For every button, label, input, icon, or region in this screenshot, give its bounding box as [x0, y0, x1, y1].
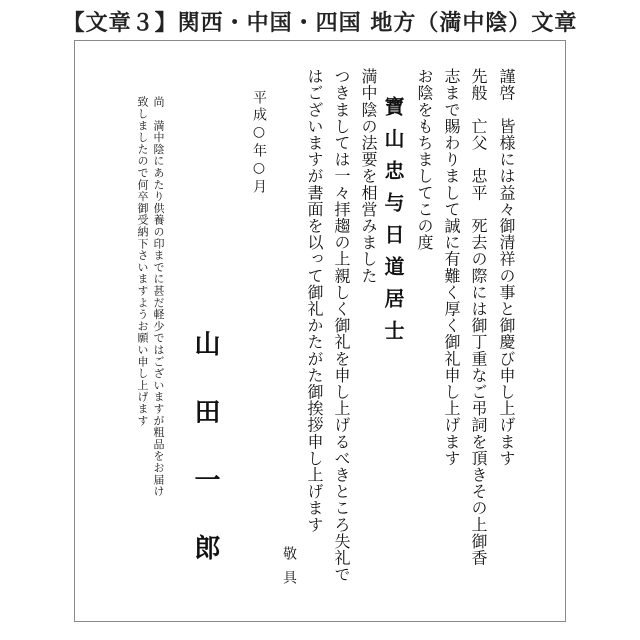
- date: 平成○年○月: [251, 90, 267, 196]
- letter-line-6: つきましては一々拝趨の上親しく御礼を申し上げるべきところ失礼で: [332, 68, 351, 583]
- letter-line-5: 満中陰の法要を相営みました: [359, 68, 378, 284]
- kaimyo: 寶山忠与日道居士: [381, 96, 405, 352]
- letter-line-2: 先般 亡父 忠平 死去の際には御丁重なご弔詞を頂きその上御香: [469, 68, 488, 566]
- letter-line-3: 志まで賜わりまして誠に有難く厚く御礼申し上げます: [442, 68, 461, 467]
- letter-line-4: お陰をもちましてこの度: [415, 68, 434, 251]
- letter-line-7: はございますが書面を以って御礼かたがた御挨拶申し上げます: [305, 68, 324, 533]
- page-title: 【文章３】関西・中国・四国 地方（満中陰）文章: [62, 11, 578, 36]
- postscript-line-1: 尚 満中陰にあたり供養の印までに甚だ軽少ではございますが粗品をお届け: [152, 96, 165, 498]
- closing-phrase: 敬具: [281, 546, 297, 594]
- sender-name: 山田一郎: [190, 330, 220, 602]
- letter-line-1: 謹啓 皆様には益々御清祥の事と御慶び申し上げます: [497, 68, 516, 467]
- postscript-line-2: 致しましたので何卒御受納下さいますようお願い申し上げます: [136, 96, 149, 427]
